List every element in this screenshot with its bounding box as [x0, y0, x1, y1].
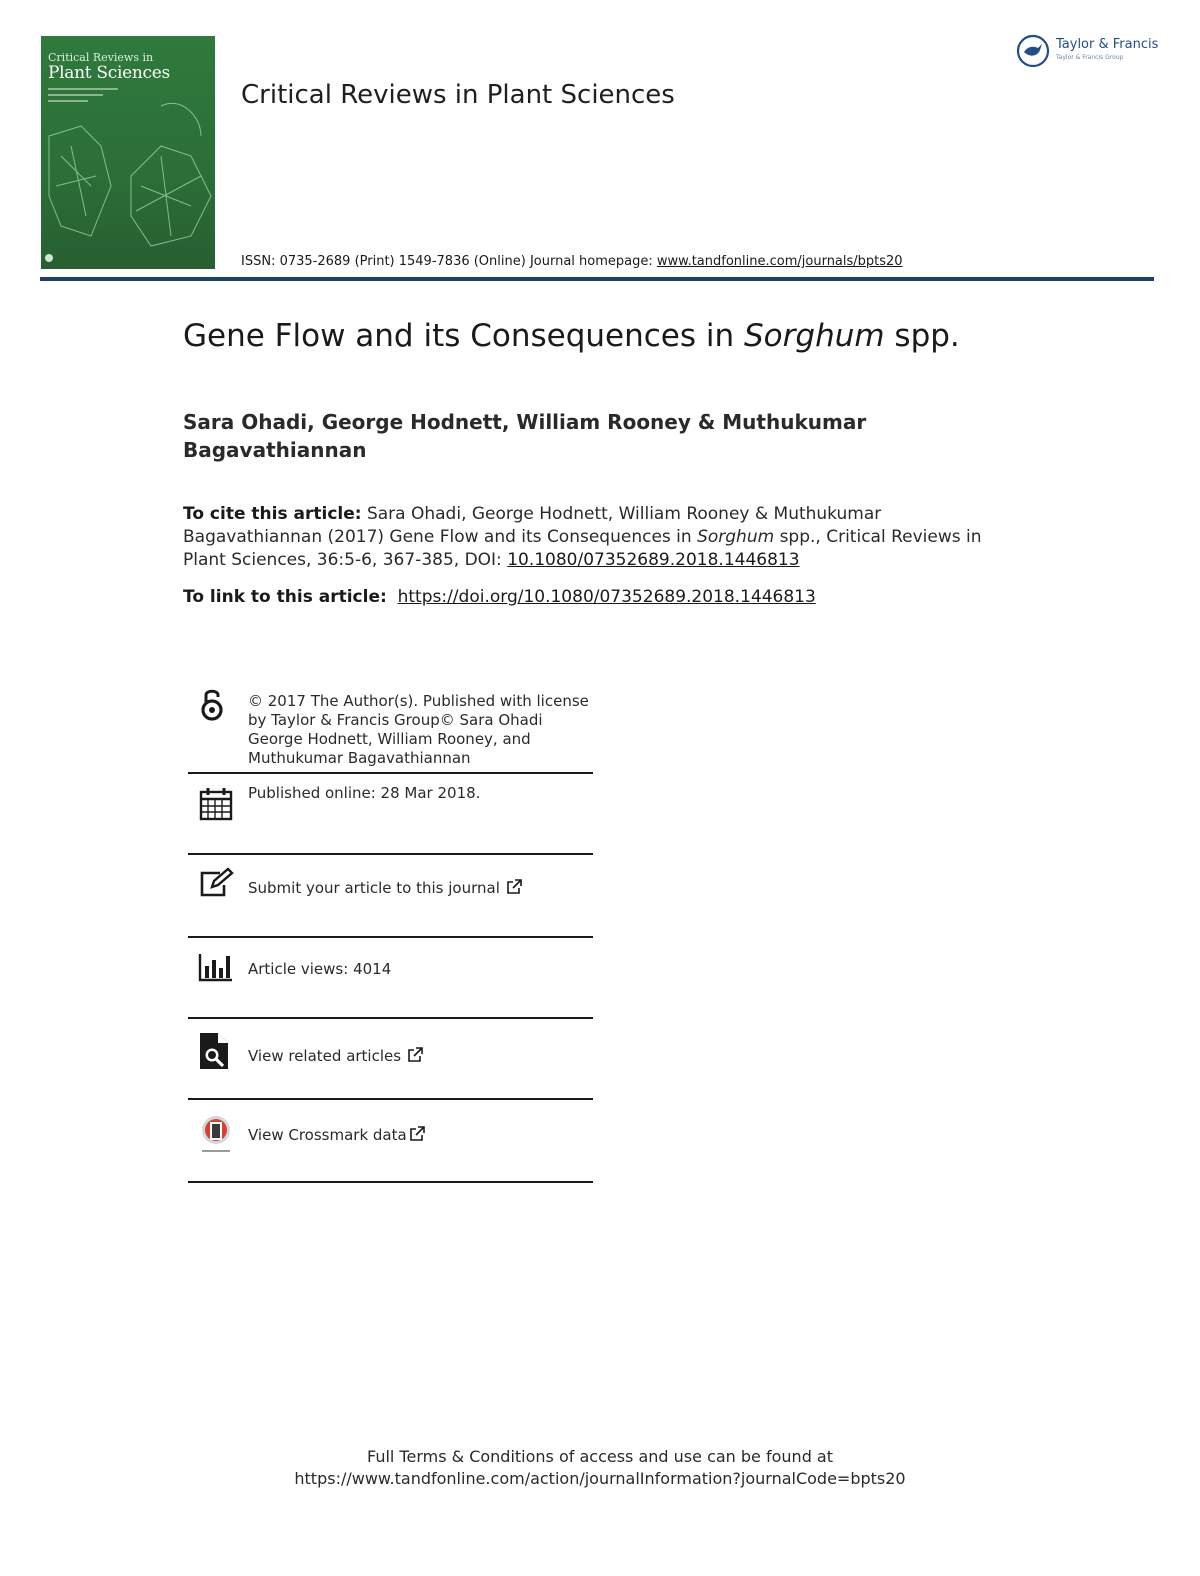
open-access-lock-icon	[200, 686, 224, 722]
cite-text-part2: spp., Critical Reviews in Plant Sciences, 36:5-6, 367-385, DOI:	[183, 527, 982, 570]
view-related-articles-link[interactable]: View related articles	[248, 1047, 402, 1065]
published-text: Published online: 28 Mar 2018.	[248, 784, 481, 802]
header-divider	[40, 277, 1154, 281]
external-link-icon	[407, 1047, 423, 1063]
license-text: © 2017 The Author(s). Published with license by Taylor & Francis Group© Sara Ohadi George Hodnett, William Rooney, and Muthukumar Bagavathiannan	[248, 692, 589, 767]
license-row	[188, 684, 593, 774]
related-row[interactable]	[188, 1019, 593, 1100]
calendar-icon	[198, 786, 234, 822]
cite-italic-genus: Sorghum	[697, 527, 775, 547]
published-row	[188, 774, 593, 855]
publisher-logo[interactable]	[1016, 34, 1159, 70]
article-title	[183, 318, 960, 354]
footer-line1: Full Terms & Conditions of access and use can be found at	[366, 1447, 834, 1466]
link-label: To link to this article:	[183, 587, 387, 607]
journal-homepage-link[interactable]: www.tandfonline.com/journals/bpts20	[656, 254, 903, 269]
cover-subtitle-lines	[48, 88, 118, 106]
document-search-icon	[198, 1031, 230, 1071]
external-link-icon	[506, 879, 522, 895]
external-link-icon	[409, 1126, 425, 1142]
article-url-link[interactable]: https://doi.org/10.1080/07352689.2018.1446813	[397, 587, 816, 607]
footer-terms-url[interactable]: https://www.tandfonline.com/action/journalInformation?journalCode=bpts20	[294, 1469, 906, 1488]
edit-pencil-icon	[198, 867, 234, 899]
journal-cover-image	[41, 36, 215, 269]
crossmark-icon	[198, 1114, 234, 1154]
views-row	[188, 938, 593, 1019]
crossmark-row[interactable]	[188, 1100, 593, 1183]
cover-title-line1: Critical Reviews in	[48, 51, 154, 64]
article-title-italic: Sorghum	[744, 318, 885, 354]
view-crossmark-link[interactable]: View Crossmark data	[248, 1126, 407, 1144]
article-authors: Sara Ohadi, George Hodnett, William Rooney & Muthukumar Bagavathiannan	[183, 410, 867, 462]
cover-title-line2: Plant Sciences	[48, 63, 170, 83]
issn-line	[241, 254, 903, 269]
article-title-prefix: Gene Flow and its Consequences in	[183, 318, 744, 354]
issn-text: ISSN: 0735-2689 (Print) 1549-7836 (Online) Journal homepage:	[241, 254, 657, 269]
article-info-list	[188, 684, 593, 1183]
taylor-francis-emblem-icon	[1016, 34, 1050, 68]
publisher-tagline: Taylor & Francis Group	[1056, 54, 1124, 61]
journal-title: Critical Reviews in Plant Sciences	[241, 80, 675, 110]
doi-link[interactable]: 10.1080/07352689.2018.1446813	[507, 550, 800, 570]
submit-row[interactable]	[188, 855, 593, 938]
article-views-text: Article views: 4014	[248, 960, 392, 978]
cite-label: To cite this article:	[183, 504, 362, 524]
terms-footer	[0, 1446, 1200, 1490]
article-link-line	[183, 587, 816, 607]
bar-chart-icon	[198, 952, 234, 982]
publisher-name: Taylor & Francis	[1056, 37, 1159, 52]
citation-block	[183, 503, 1003, 572]
submit-article-link[interactable]: Submit your article to this journal	[248, 879, 500, 897]
article-title-suffix: spp.	[884, 318, 960, 354]
cite-text-part1: Sara Ohadi, George Hodnett, William Rooney & Muthukumar Bagavathiannan (2017) Gene Flow and its Consequences in	[183, 504, 882, 547]
